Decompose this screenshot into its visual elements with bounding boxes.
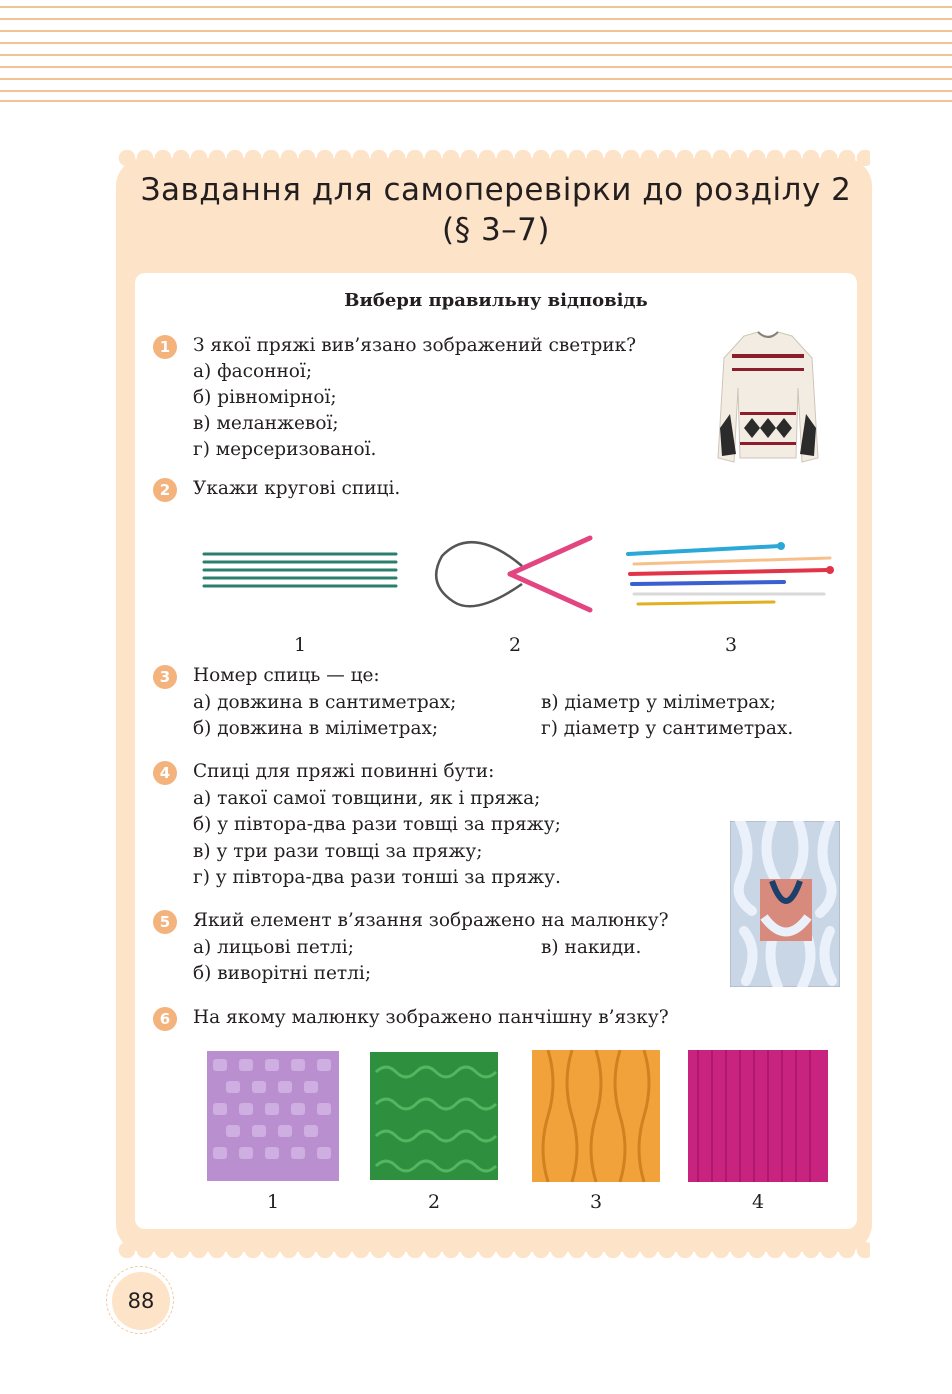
page-number: 88 (112, 1272, 170, 1330)
needles-caption-3: 3 (724, 634, 738, 656)
question-1-text: З якої пряжі вив’язано зображений светрик? (193, 335, 637, 356)
question-1-option-a[interactable]: а) фасонної; (193, 361, 313, 382)
question-1-option-d[interactable]: г) мерсеризованої. (193, 439, 377, 460)
question-3-number: 3 (153, 665, 177, 689)
question-4-number: 4 (153, 761, 177, 785)
question-4-option-b[interactable]: б) у півтора-два рази товщі за пряжу; (193, 814, 561, 835)
needles-caption-2: 2 (508, 634, 522, 656)
card-scallop-bottom (118, 1242, 870, 1258)
question-5-option-c[interactable]: в) накиди. (541, 937, 642, 958)
knit-swatch-3[interactable] (532, 1050, 660, 1182)
sweater-image (714, 328, 822, 468)
circular-needles-image[interactable] (432, 534, 594, 616)
instruction: Вибери правильну відповідь (344, 290, 648, 311)
header-stripes (0, 0, 952, 104)
page-title (120, 170, 872, 250)
swatch-caption-1: 1 (266, 1191, 280, 1213)
swatch-caption-2: 2 (427, 1191, 441, 1213)
question-3-text: Номер спиць — це: (193, 665, 380, 686)
question-1-number: 1 (153, 335, 177, 359)
title-line-2: (§ 3–7) (442, 212, 550, 248)
question-6-text: На якому малюнку зображено панчішну в’язку? (193, 1007, 669, 1028)
question-5-option-a[interactable]: а) лицьові петлі; (193, 937, 354, 958)
question-1-option-b[interactable]: б) рівномірної; (193, 387, 337, 408)
needles-caption-1: 1 (293, 634, 307, 656)
question-2-text: Укажи кругові спиці. (193, 478, 401, 499)
knit-swatch-1[interactable] (207, 1051, 339, 1181)
question-3-option-c[interactable]: в) діаметр у міліметрах; (541, 692, 776, 713)
yarn-overs-image (730, 821, 840, 987)
knit-swatch-2[interactable] (370, 1052, 498, 1180)
question-5-option-b[interactable]: б) виворітні петлі; (193, 963, 372, 984)
question-4-option-c[interactable]: в) у три рази товщі за пряжу; (193, 841, 483, 862)
question-2-number: 2 (153, 478, 177, 502)
question-4-option-a[interactable]: а) такої самої товщини, як і пряжа; (193, 788, 541, 809)
question-5-text: Який елемент в’язання зображено на малюнку? (193, 910, 669, 931)
swatch-caption-3: 3 (589, 1191, 603, 1213)
knit-swatch-4[interactable] (688, 1050, 828, 1182)
question-4-text: Спиці для пряжі повинні бути: (193, 761, 495, 782)
title-line-1: Завдання для самоперевірки до розділу 2 (140, 172, 852, 208)
question-3-option-a[interactable]: а) довжина в сантиметрах; (193, 692, 457, 713)
question-3-option-d[interactable]: г) діаметр у сантиметрах. (541, 718, 794, 739)
question-6-number: 6 (153, 1007, 177, 1031)
question-4-option-d[interactable]: г) у півтора-два рази тонші за пряжу. (193, 867, 561, 888)
question-3-option-b[interactable]: б) довжина в міліметрах; (193, 718, 439, 739)
question-1-option-c[interactable]: в) меланжевої; (193, 413, 339, 434)
question-5-number: 5 (153, 910, 177, 934)
double-pointed-needles-image[interactable] (200, 548, 400, 594)
swatch-caption-4: 4 (751, 1191, 765, 1213)
straight-needles-image[interactable] (624, 540, 836, 612)
